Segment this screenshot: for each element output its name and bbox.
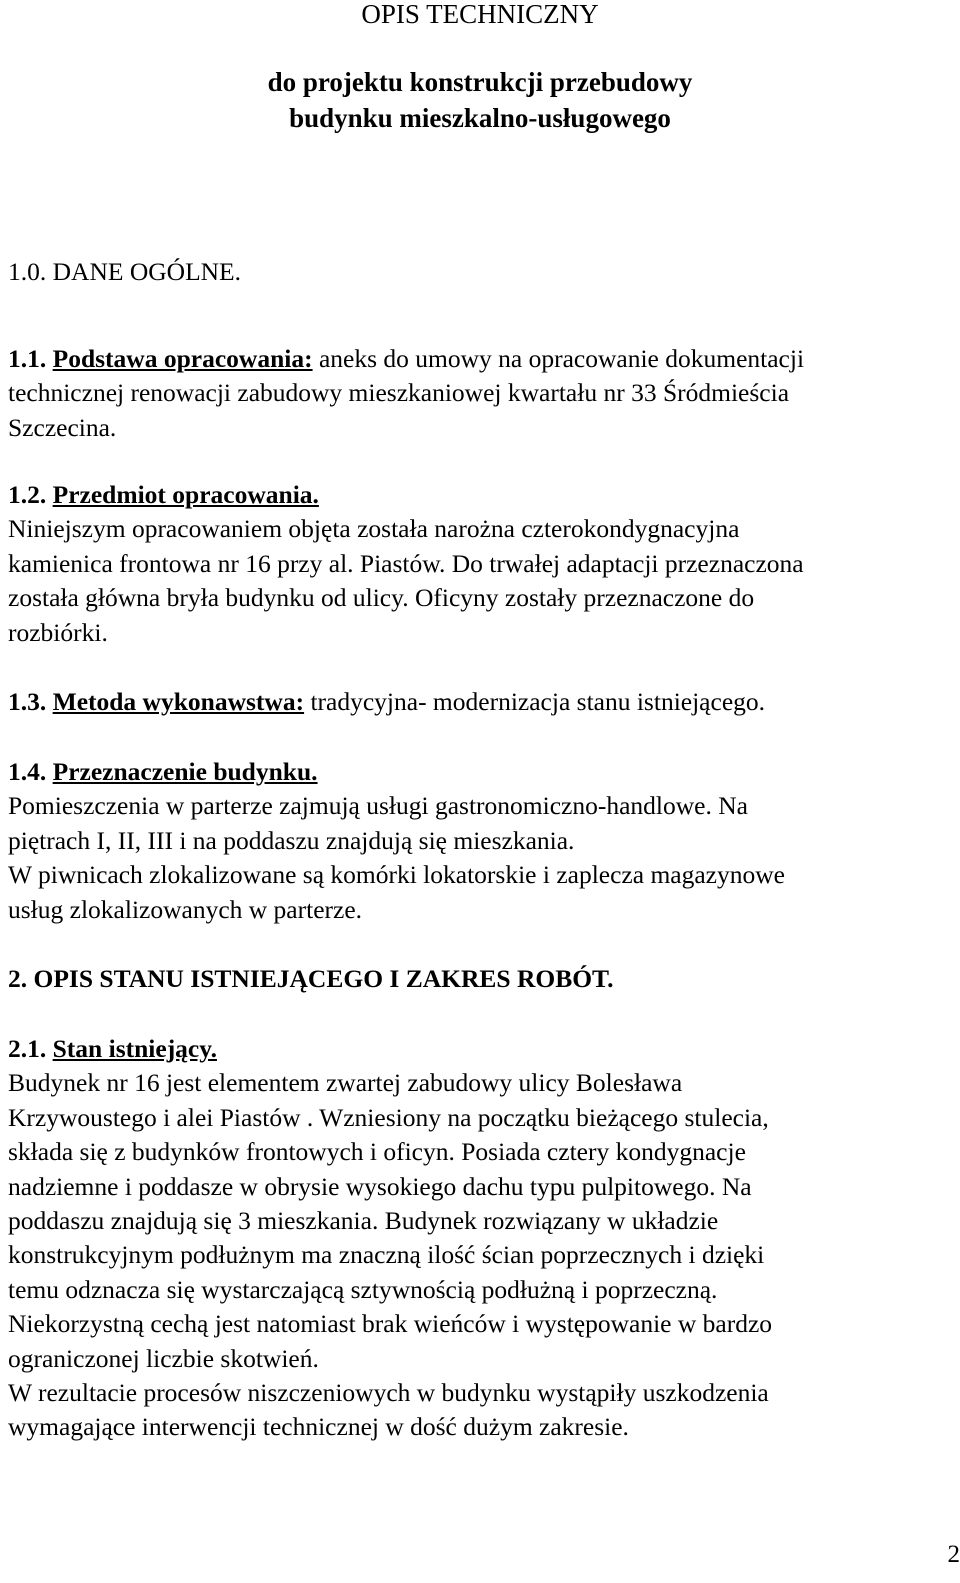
section-1-3-line [8,685,960,719]
section-1-1-line-1 [8,342,960,376]
section-1-3-number: 1.3. [8,687,53,716]
section-2-1-number: 2.1. [8,1034,53,1063]
section-1-1-line-3: Szczecina. [8,412,117,442]
section-2-1-line-7: temu odznacza się wystarczającą sztywnością podłużną i poprzeczną. [8,1274,718,1304]
section-2-1-line-9: ograniczonej liczbie skotwień. [8,1343,319,1373]
section-1-0-heading-text: 1.0. DANE OGÓLNE. [8,257,242,286]
section-1-4-number: 1.4. [8,757,53,786]
section-1-3 [8,685,960,719]
section-2-1-line-1: Budynek nr 16 jest elementem zwartej zabudowy ulicy Bolesława [8,1068,683,1098]
section-1-1-number: 1.1. [8,344,53,373]
section-1-2-line-4: rozbiórki. [8,617,108,647]
section-1-2-line-3: została główna bryła budynku od ulicy. Oficyny zostały przeznaczone do [8,583,755,613]
section-1-4 [8,755,960,927]
section-1-2-number: 1.2. [8,480,53,509]
section-2-1-line-3: składa się z budynków frontowych i oficyn. Posiada cztery kondygnacje [8,1137,746,1167]
section-2-1-line-5: poddaszu znajdują się 3 mieszkania. Budynek rozwiązany w układzie [8,1206,719,1236]
section-1-1-line-1-text: aneks do umowy na opracowanie dokumentacji [312,344,805,373]
section-2-1-line-8: Niekorzystną cechą jest natomiast brak wieńców i występowanie w bardzo [8,1309,773,1339]
section-1-4-line-3: W piwnicach zlokalizowane są komórki lokatorskie i zaplecza magazynowe [8,860,785,890]
section-1-2-line-1: Niniejszym opracowaniem objęta została narożna czterokondygnacyjna [8,514,740,544]
section-1-2-line-2: kamienica frontowa nr 16 przy al. Piastów. Do trwałej adaptacji przeznaczona [8,548,804,578]
section-2-1-heading [8,1032,960,1066]
section-2-1-line-10: W rezultacie procesów niszczeniowych w budynku wystąpiły uszkodzenia [8,1378,769,1408]
document-subtitle-line-2: budynku mieszkalno-usługowego [289,103,671,133]
section-1-2-heading [8,478,960,512]
section-1-4-line-4: usług zlokalizowanych w parterze. [8,894,363,924]
section-1-1 [8,342,960,445]
section-1-4-heading [8,755,960,789]
section-2-1 [8,1032,960,1445]
section-1-2-label: Przedmiot opracowania. [52,480,319,509]
section-1-3-text: tradycyjna- modernizacja stanu istniejącego. [304,687,766,716]
section-1-4-label: Przeznaczenie budynku. [52,757,318,786]
section-2-heading [8,962,960,996]
section-1-0-heading [8,255,960,289]
document-subtitle-line-1: do projektu konstrukcji przebudowy [267,67,693,97]
section-1-4-line-1: Pomieszczenia w parterze zajmują usługi gastronomiczno-handlowe. Na [8,791,748,821]
section-2-heading-text: 2. OPIS STANU ISTNIEJĄCEGO I ZAKRES ROBÓT. [8,964,614,993]
section-1-1-line-2: technicznej renowacji zabudowy mieszkaniowej kwartału nr 33 Śródmieścia [8,378,790,408]
section-2-1-line-11: wymagające interwencji technicznej w dość dużym zakresie. [8,1412,629,1442]
section-2-1-line-4: nadziemne i poddasze w obrysie wysokiego dachu typu pulpitowego. Na [8,1171,752,1201]
section-1-1-label: Podstawa opracowania: [52,344,313,373]
section-1-2 [8,478,960,650]
section-2-1-label: Stan istniejący. [52,1034,217,1063]
section-2-1-line-2: Krzywoustego i alei Piastów . Wzniesiony na początku bieżącego stulecia, [8,1102,769,1132]
section-2-1-line-6: konstrukcyjnym podłużnym ma znaczną ilość ścian poprzecznych i dzięki [8,1240,765,1270]
section-1-3-label: Metoda wykonawstwa: [52,687,305,716]
document-title: OPIS TECHNICZNY [361,0,599,29]
page-number: 2 [947,1541,960,1568]
section-1-4-line-2: piętrach I, II, III i na poddaszu znajdują się mieszkania. [8,825,575,855]
